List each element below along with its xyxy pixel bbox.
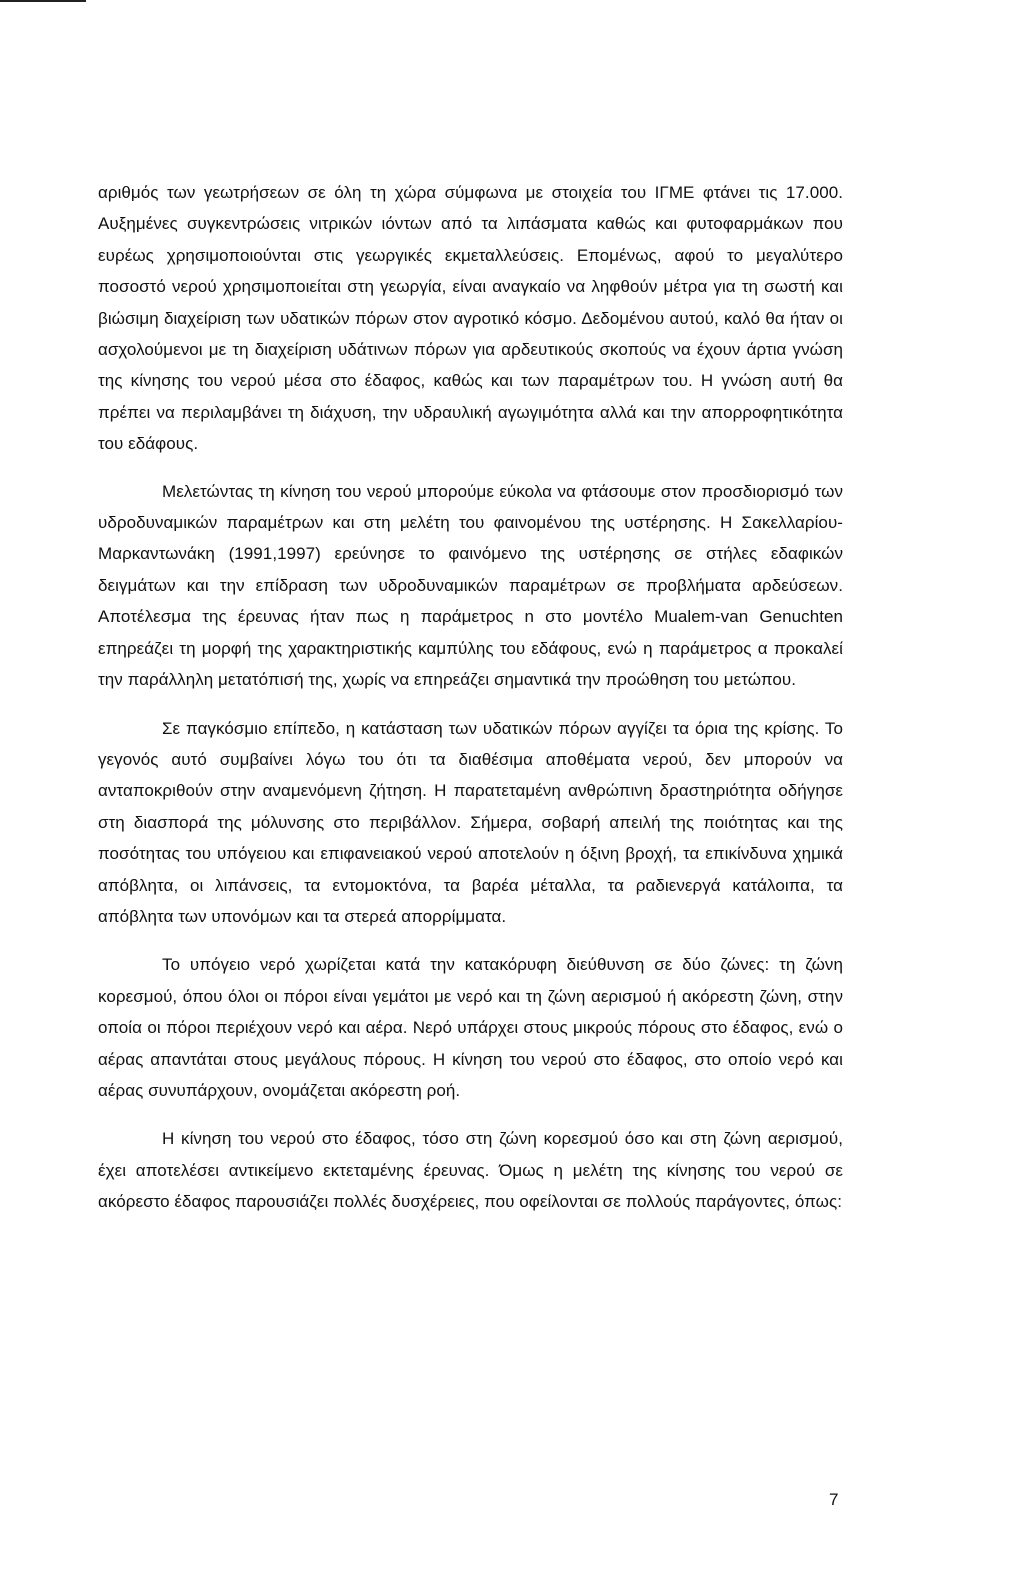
page-number: 7 xyxy=(829,1490,839,1509)
paragraph-2: Μελετώντας τη κίνηση του νερού μπορούμε εύκολα να φτάσουμε στον προσδιορισμό των υδροδυναμικών παραμέτρων και στη μελέτη του φαινομένου της υστέρησης. Η Σακελλαρίου-Μαρκαντωνάκη (1991,1997) ερεύνησε το φαινόμενο της υστέρησης σε στήλες εδαφικών δειγμάτων και την επίδραση των υδροδυναμικών παραμέτρων σε προβλήματα αρδεύσεων. Αποτέλεσμα της έρευνας ήταν πως η παράμετρος n στο μοντέλο Mualem-van Genuchten επηρεάζει τη μορφή της χαρακτηριστικής καμπύλης του εδάφους, ενώ η παράμετρος α προκαλεί την παράλληλη μετατόπισή της, χωρίς να επηρεάζει σημαντικά την προώθηση του μετώπου. xyxy=(98,481,843,690)
paragraph-5: Η κίνηση του νερού στο έδαφος, τόσο στη ζώνη κορεσμού όσο και στη ζώνη αερισμού, έχει αποτελέσει αντικείμενο εκτεταμένης έρευνας. Όμως η μελέτη της κίνησης του νερού σε ακόρεστο έδαφος παρουσιάζει πολλές δυσχέρειες, που οφείλονται σε πολλούς παράγοντες, όπως: xyxy=(98,1129,843,1212)
scan-edge-mark xyxy=(0,0,86,2)
paragraph-1: αριθμός των γεωτρήσεων σε όλη τη χώρα σύμφωνα με στοιχεία του ΙΓΜΕ φτάνει τις 17.000. Αυξημένες συγκεντρώσεις νιτρικών ιόντων από τα λιπάσματα καθώς και φυτοφαρμάκων που ευρέως χρησιμοποιούνται στις γεωργικές εκμεταλλεύσεις. Επομένως, αφού το μεγαλύτερο ποσοστό νερού χρησιμοποιείται στη γεωργία, είναι αναγκαίο να ληφθούν μέτρα για τη σωστή και βιώσιμη διαχείριση των υδατικών πόρων στον αγροτικό κόσμο. Δεδομένου αυτού, καλό θα ήταν οι ασχολούμενοι με τη διαχείριση υδάτινων πόρων για αρδευτικούς σκοπούς να έχουν άρτια γνώση της κίνησης του νερού μέσα στο έδαφος, καθώς και των παραμέτρων του. Η γνώση αυτή θα πρέπει να περιλαμβάνει τη διάχυση, την υδραυλική αγωγιμότητα αλλά και την απορροφητικότητα του εδάφους. xyxy=(98,183,843,454)
document-body xyxy=(98,177,843,1218)
paragraph-3: Σε παγκόσμιο επίπεδο, η κατάσταση των υδατικών πόρων αγγίζει τα όρια της κρίσης. Το γεγονός αυτό συμβαίνει λόγω του ότι τα διαθέσιμα αποθέματα νερού, δεν μπορούν να ανταποκριθούν στην αναμενόμενη ζήτηση. Η παρατεταμένη ανθρώπινη δραστηριότητα οδήγησε στη διασπορά της μόλυνσης στο περιβάλλον. Σήμερα, σοβαρή απειλή της ποιότητας και της ποσότητας του υπόγειου και επιφανειακού νερού αποτελούν η όξινη βροχή, τα επικίνδυνα χημικά απόβλητα, οι λιπάνσεις, τα εντομοκτόνα, τα βαρέα μέταλλα, τα ραδιενεργά κατάλοιπα, τα απόβλητα των υπονόμων και τα στερεά απορρίμματα. xyxy=(98,718,843,926)
paragraph-4: Το υπόγειο νερό χωρίζεται κατά την κατακόρυφη διεύθυνση σε δύο ζώνες: τη ζώνη κορεσμού, όπου όλοι οι πόροι είναι γεμάτοι με νερό και τη ζώνη αερισμού ή ακόρεστη ζώνη, στην οποία οι πόροι περιέχουν νερό και αέρα. Νερό υπάρχει στους μικρούς πόρους στο έδαφος, ενώ ο αέρας απαντάται στους μεγάλους πόρους. Η κίνηση του νερού στο έδαφος, στο οποίο νερό και αέρας συνυπάρχουν, ονομάζεται ακόρεστη ροή. xyxy=(98,955,843,1100)
